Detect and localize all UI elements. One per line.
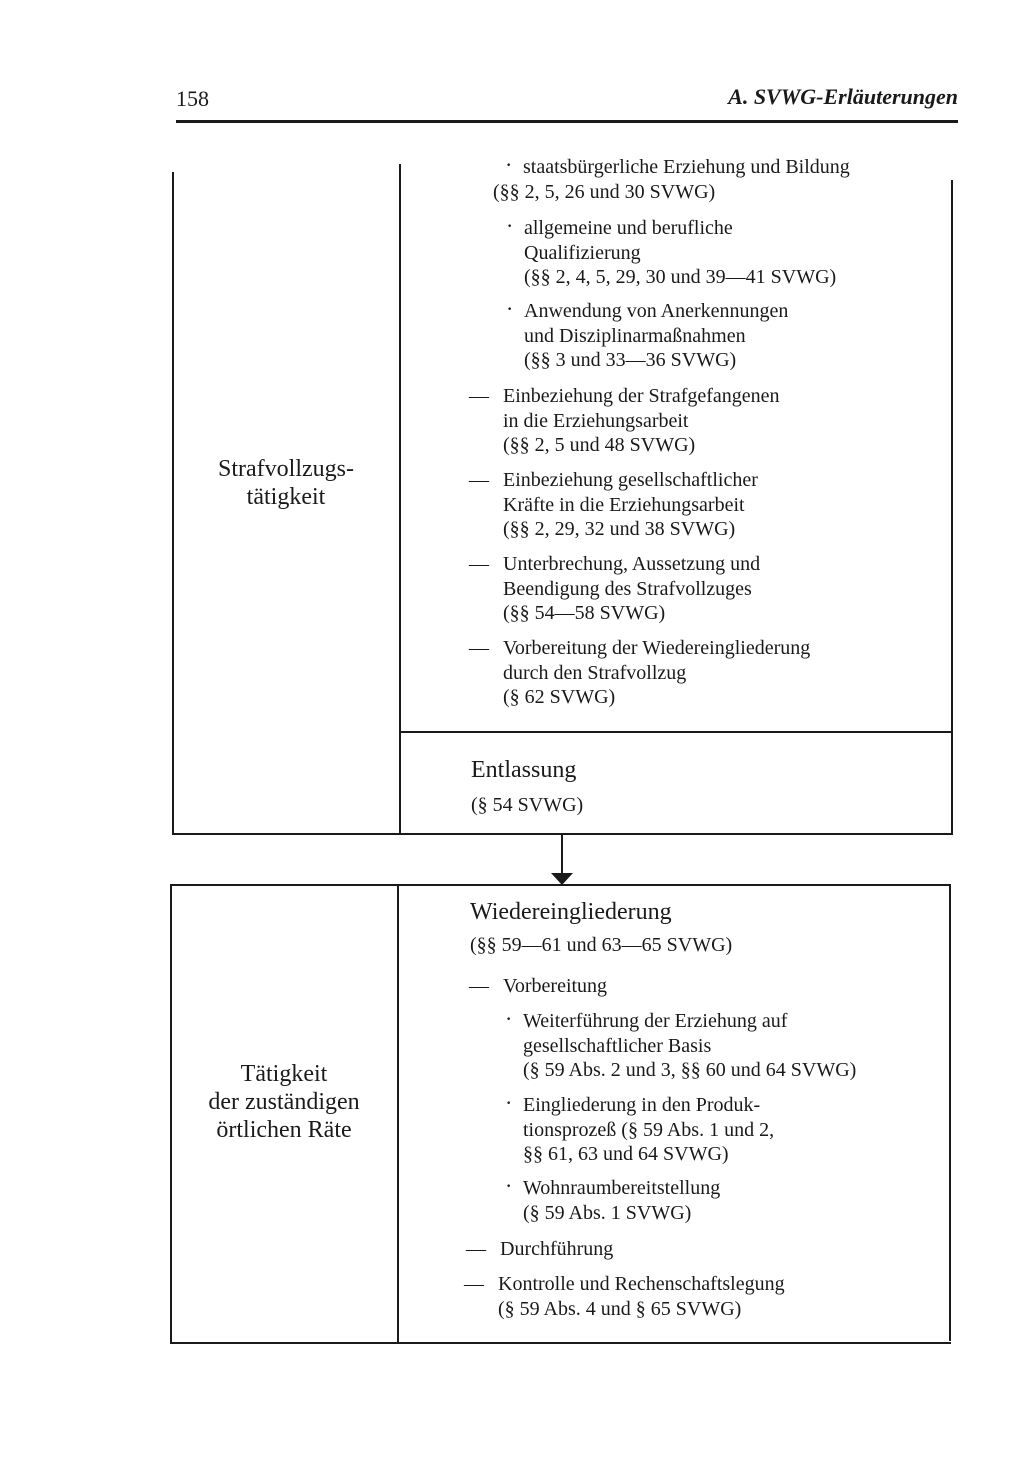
list-item bbox=[469, 384, 780, 458]
dash-marker: — bbox=[469, 469, 489, 491]
dash-marker: — bbox=[466, 1238, 486, 1260]
list-item bbox=[466, 1237, 614, 1262]
dash-marker: — bbox=[469, 553, 489, 575]
item-line: in die Erziehungsarbeit bbox=[503, 409, 689, 432]
list-item bbox=[506, 213, 837, 290]
item-line: (§§ 2, 5 und 48 SVWG) bbox=[503, 434, 696, 456]
item-line: Kontrolle und Rechenschaftslegung bbox=[498, 1273, 785, 1295]
box2-left-border bbox=[170, 884, 172, 1344]
entlassung-heading: Entlassung bbox=[471, 757, 577, 783]
box1-divider bbox=[399, 164, 401, 835]
list-item bbox=[469, 974, 608, 999]
item-line: gesellschaftlicher Basis bbox=[523, 1034, 712, 1057]
item-line: (§ 59 Abs. 1 SVWG) bbox=[523, 1201, 692, 1224]
dash-marker: — bbox=[464, 1273, 484, 1295]
bullet-marker: · bbox=[505, 152, 513, 177]
item-line: Anwendung von Anerkennungen bbox=[524, 300, 789, 322]
dash-marker: — bbox=[469, 975, 489, 997]
item-line: Vorbereitung der Wiedereingliederung bbox=[503, 637, 811, 659]
box2-top-border bbox=[170, 884, 951, 886]
box1-left-label bbox=[186, 455, 386, 511]
item-line: (§§ 2, 5, 26 und 30 SVWG) bbox=[493, 181, 716, 203]
list-item bbox=[469, 636, 811, 710]
list-item bbox=[505, 152, 850, 180]
box1-entlassung-rule bbox=[400, 731, 953, 733]
item-line: (§ 59 Abs. 4 und § 65 SVWG) bbox=[498, 1297, 742, 1320]
box1-right-border bbox=[951, 180, 953, 835]
bullet-marker: · bbox=[505, 1173, 513, 1198]
item-line: allgemeine und berufliche bbox=[524, 217, 733, 239]
header-rule bbox=[176, 120, 958, 123]
item-line: durch den Strafvollzug bbox=[503, 661, 687, 684]
item-line: Vorbereitung bbox=[503, 975, 608, 997]
item-line: Kräfte in die Erziehungsarbeit bbox=[503, 493, 745, 516]
item-line: (§ 59 Abs. 2 und 3, §§ 60 und 64 SVWG) bbox=[523, 1059, 857, 1081]
page-number: 158 bbox=[176, 86, 209, 111]
list-item bbox=[469, 552, 761, 626]
item-line: (§ 62 SVWG) bbox=[503, 686, 616, 708]
item-line: Einbeziehung gesellschaftlicher bbox=[503, 469, 758, 491]
item-line: Wohnraumbereitstellung bbox=[523, 1177, 721, 1199]
item-line: (§§ 54—58 SVWG) bbox=[503, 602, 666, 624]
box2-divider bbox=[397, 884, 399, 1344]
bullet-marker: · bbox=[505, 1090, 513, 1115]
box2-label-line-3: örtlichen Räte bbox=[216, 1117, 352, 1143]
item-line: Unterbrechung, Aussetzung und bbox=[503, 553, 761, 575]
box2-right-border bbox=[949, 884, 951, 1341]
item-line: tionsprozeß (§ 59 Abs. 1 und 2, bbox=[523, 1118, 775, 1141]
list-item bbox=[469, 468, 758, 542]
box1-label-line-1: Strafvollzugs- bbox=[218, 456, 354, 482]
item-line: (§§ 2, 4, 5, 29, 30 und 39—41 SVWG) bbox=[524, 266, 837, 288]
item-line: und Disziplinarmaßnahmen bbox=[524, 324, 746, 347]
box2-label-line-2: der zuständigen bbox=[208, 1089, 360, 1115]
list-item bbox=[506, 296, 789, 373]
item-line: (§§ 3 und 33—36 SVWG) bbox=[524, 349, 737, 371]
item-line: Eingliederung in den Produk- bbox=[523, 1094, 761, 1116]
item-line: (§§ 2, 29, 32 und 38 SVWG) bbox=[503, 518, 736, 540]
wiedereingliederung-ref: (§§ 59—61 und 63—65 SVWG) bbox=[470, 934, 733, 956]
item-line: Einbeziehung der Strafgefangenen bbox=[503, 385, 780, 407]
flow-arrow-shaft bbox=[561, 835, 563, 875]
bullet-marker: · bbox=[506, 213, 514, 238]
item-line: Qualifizierung bbox=[524, 241, 641, 264]
bullet-marker: · bbox=[506, 296, 514, 321]
running-title: A. SVWG-Erläuterungen bbox=[728, 84, 958, 109]
wiedereingliederung-heading: Wiedereingliederung bbox=[470, 899, 672, 925]
item-line: Durchführung bbox=[500, 1238, 614, 1260]
item-line: Beendigung des Strafvollzuges bbox=[503, 577, 752, 600]
list-item bbox=[464, 1272, 785, 1321]
box2-label-line-1: Tätigkeit bbox=[240, 1061, 328, 1087]
list-item-ref bbox=[493, 180, 715, 205]
box2-left-label bbox=[184, 1060, 384, 1144]
list-item bbox=[505, 1090, 775, 1167]
item-line: §§ 61, 63 und 64 SVWG) bbox=[523, 1143, 729, 1165]
item-line: staatsbürgerliche Erziehung und Bildung bbox=[523, 156, 850, 178]
box1-left-border bbox=[172, 172, 174, 835]
list-item bbox=[505, 1006, 857, 1083]
item-line: Weiterführung der Erziehung auf bbox=[523, 1010, 788, 1032]
list-item bbox=[505, 1173, 721, 1225]
dash-marker: — bbox=[469, 385, 489, 407]
entlassung-ref: (§ 54 SVWG) bbox=[471, 794, 584, 816]
box1-label-line-2: tätigkeit bbox=[246, 484, 326, 510]
bullet-marker: · bbox=[505, 1006, 513, 1031]
box2-bottom-border bbox=[170, 1342, 951, 1344]
dash-marker: — bbox=[469, 637, 489, 659]
